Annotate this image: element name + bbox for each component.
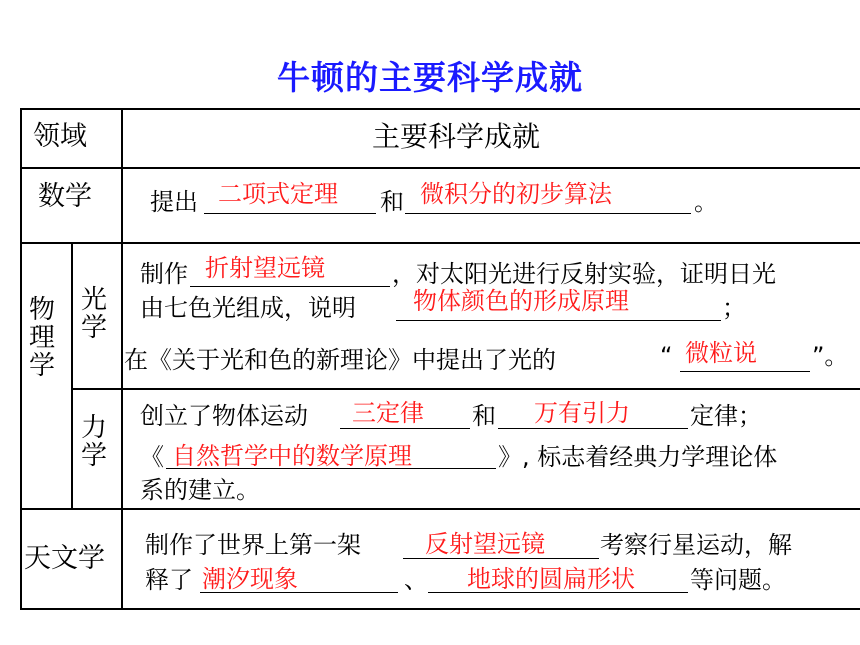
astronomy-line2-c: 等问题。	[690, 566, 786, 594]
mechanics-line3: 系的建立。	[140, 476, 260, 504]
answer-tides: 潮汐现象	[202, 565, 298, 593]
mechanics-line2-b: 》, 标志着经典力学理论体	[498, 443, 778, 471]
table-border-top	[20, 108, 860, 110]
answer-gravitation: 万有引力	[534, 399, 630, 427]
field-astronomy: 天文学	[24, 543, 105, 574]
answer-principia: 自然哲学中的数学原理	[172, 442, 412, 470]
table-divider	[72, 388, 860, 390]
math-end: 。	[694, 188, 718, 216]
math-prefix: 提出	[150, 188, 198, 216]
answer-blank	[204, 213, 376, 214]
optics-line2-a: 由七色光组成，说明	[140, 294, 356, 322]
answer-blank	[403, 558, 599, 559]
field-optics: 光 学	[80, 285, 107, 344]
astronomy-line1-b: 考察行星运动，解	[600, 531, 792, 559]
answer-reflecting-telescope: 反射望远镜	[425, 530, 545, 558]
answer-blank	[396, 320, 721, 321]
optics-line1-b: ，对太阳光进行反射实验，证明日光	[392, 260, 776, 288]
table-divider	[20, 242, 860, 244]
answer-blank	[340, 428, 470, 429]
table-border-bottom	[20, 608, 860, 610]
field-math: 数学	[38, 181, 92, 212]
optics-line3-quote-open: “	[660, 342, 673, 370]
answer-blank	[405, 213, 691, 214]
answer-calculus: 微积分的初步算法	[420, 180, 612, 208]
answer-blank	[190, 286, 390, 287]
page-title: 牛顿的主要科学成就	[277, 58, 583, 97]
optics-line1-a: 制作	[140, 260, 188, 288]
astronomy-line2-a: 释了	[145, 566, 193, 594]
answer-binomial-theorem: 二项式定理	[218, 180, 338, 208]
optics-line3-a: 在《关于光和色的新理论》中提出了光的	[124, 346, 556, 374]
answer-three-laws: 三定律	[352, 399, 424, 427]
astronomy-line1-a: 制作了世界上第一架	[145, 531, 361, 559]
answer-color-principle: 物体颜色的形成原理	[413, 287, 629, 315]
mechanics-line2-a: 《	[140, 443, 164, 471]
mechanics-line1-c: 定律；	[690, 402, 762, 430]
astronomy-line2-b: 、	[404, 566, 428, 594]
table-divider	[71, 242, 73, 508]
answer-blank	[680, 371, 810, 372]
mechanics-line1-a: 创立了物体运动	[140, 402, 308, 430]
table-divider	[20, 167, 860, 169]
optics-line3-quote-close: ”。	[812, 342, 849, 370]
table-divider	[121, 108, 123, 610]
optics-line2-b: ；	[722, 294, 746, 322]
field-physics: 物 理 学	[28, 295, 55, 382]
header-field: 领域	[33, 121, 87, 152]
header-achievement: 主要科学成就	[372, 120, 541, 153]
answer-earth-shape: 地球的圆扁形状	[467, 565, 635, 593]
table-border-left	[20, 108, 22, 610]
math-and: 和	[380, 188, 404, 216]
table-divider	[20, 508, 860, 510]
answer-refracting-telescope: 折射望远镜	[205, 254, 325, 282]
answer-blank	[498, 428, 688, 429]
answer-corpuscular-theory: 微粒说	[685, 339, 757, 367]
field-mechanics: 力 学	[80, 413, 107, 472]
mechanics-line1-b: 和	[472, 402, 496, 430]
